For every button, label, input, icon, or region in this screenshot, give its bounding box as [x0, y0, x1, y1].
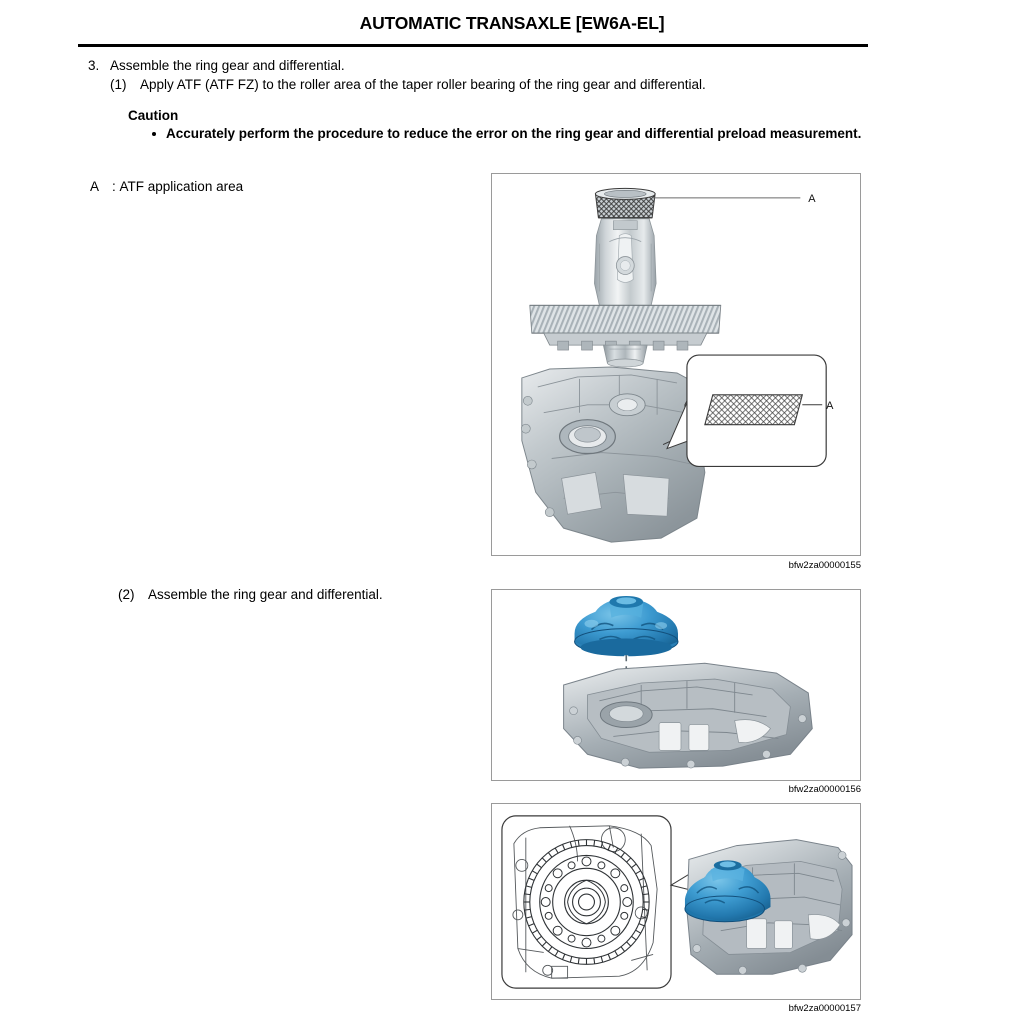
bullet-icon [152, 132, 156, 136]
substep-text: Assemble the ring gear and differential. [148, 587, 383, 602]
figure-3-graphic [492, 804, 860, 999]
procedure-substep-1 [110, 75, 888, 94]
procedure-block [88, 56, 888, 94]
procedure-substep-2 [118, 585, 383, 604]
caution-title: Caution [128, 108, 179, 123]
header-divider-rule [78, 44, 868, 47]
transaxle-case-lower [521, 367, 705, 542]
figure-2-graphic [492, 590, 860, 780]
caution-block [128, 107, 888, 144]
ring-gear [530, 305, 721, 350]
figure-3-caption: bfw2za00000157 [788, 1003, 861, 1014]
procedure-step-3 [88, 56, 888, 75]
legend-text: ATF application area [119, 179, 244, 194]
step-text: Assemble the ring gear and differential. [110, 58, 345, 73]
line-art-detail-bubble [502, 816, 671, 988]
figure-1-caption: bfw2za00000155 [788, 560, 861, 571]
callout-leader-upper [653, 193, 816, 205]
taper-roller-bearing-upper [595, 188, 655, 217]
legend-key: A [90, 179, 100, 194]
figure-differential-atf-application [491, 173, 861, 556]
figure-1-graphic [492, 174, 860, 555]
figure-2-caption: bfw2za00000156 [788, 784, 861, 795]
transaxle-case-with-differential [685, 840, 852, 975]
caution-item-text: Accurately perform the procedure to reduce the error on the ring gear and differential preload measurement. [166, 126, 862, 141]
callout-label-a-upper: A [808, 192, 816, 205]
differential-lower-hub [603, 345, 647, 367]
step-number: 3. [88, 58, 100, 73]
page-title: AUTOMATIC TRANSAXLE [EW6A-EL] [359, 13, 665, 33]
substep-number: (1) [110, 77, 127, 92]
substep-text: Apply ATF (ATF FZ) to the roller area of the taper roller bearing of the ring gear and differential. [140, 77, 706, 92]
substep-number: (2) [118, 587, 135, 602]
legend-separator: : [112, 179, 116, 194]
callout-label-a-lower: A [826, 399, 834, 412]
transaxle-case [564, 663, 813, 768]
figure-differential-installation [491, 589, 861, 781]
legend-atf-application-area [90, 178, 243, 196]
caution-item [150, 125, 866, 144]
page-header [0, 14, 1024, 33]
figure-differential-installed-detail [491, 803, 861, 1000]
differential-case-body [594, 219, 656, 306]
detail-callout-bubble [663, 355, 834, 466]
differential-assembly-blue [575, 596, 678, 656]
